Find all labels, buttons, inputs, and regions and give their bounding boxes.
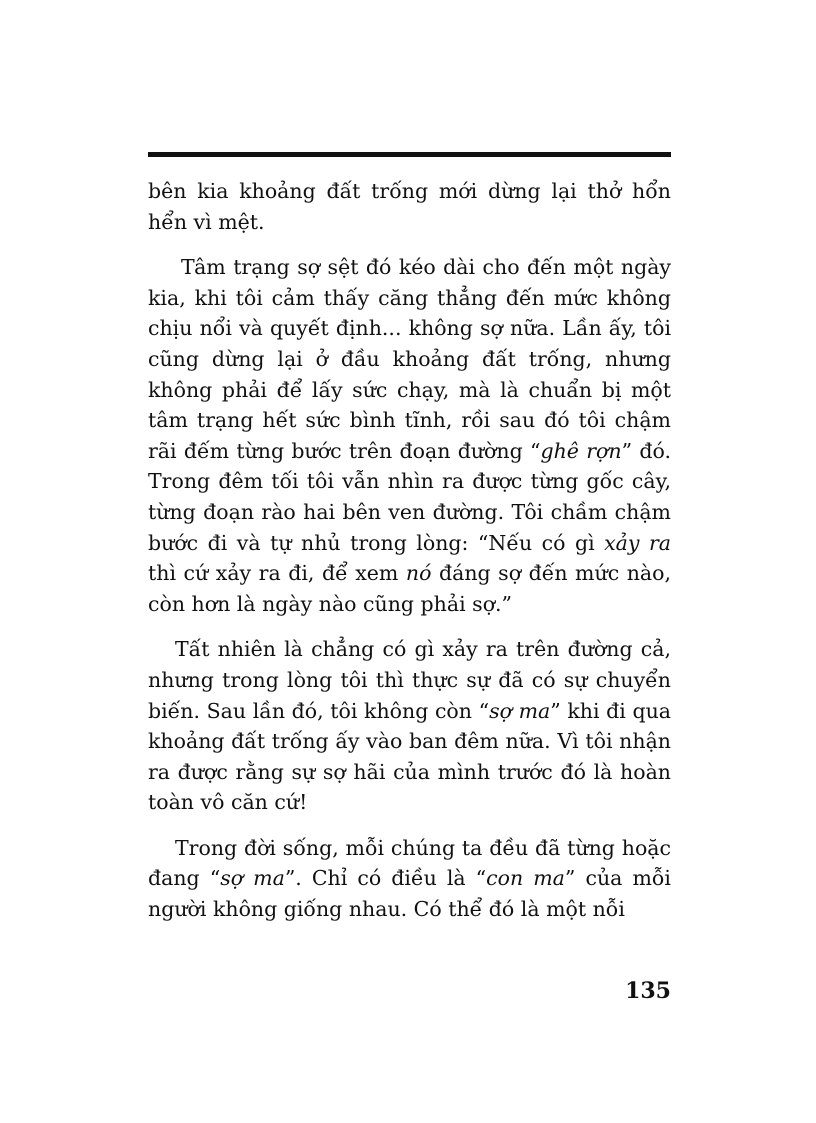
text-segment: Tất nhiên là chẳng có gì xảy ra trên đường cả, nhưng trong lòng tôi thì thực sự đã có sự chuyển biến. Sau lần đó, tôi không còn “ <box>148 637 671 723</box>
text-segment: Trong đời sống, mỗi chúng ta đều đã từng hoặc đang “ <box>148 835 671 891</box>
italic-phrase: sợ ma <box>220 866 285 891</box>
italic-phrase: con ma <box>486 866 565 891</box>
text-segment: ” khi đi qua khoảng đất trống ấy vào ban đêm nữa. Vì tôi nhận ra được rằng sự sợ hãi của mình trước đó là hoàn toàn vô căn cứ! <box>148 698 671 815</box>
text-segment: Tâm trạng sợ sệt đó kéo dài cho đến một ngày kia, khi tôi cảm thấy căng thẳng đến mức không chịu nổi và quyết định... không sợ nữa. Lần ấy, tôi cũng dừng lại ở đầu khoảng đất trống, nhưng không phải để lấy sức chạy, mà là chuẩn bị một tâm trạng hết sức bình tĩnh, rồi sau đó tôi chậm rãi đếm từng bước trên đoạn đường “ <box>148 255 671 463</box>
paragraph-1 <box>148 176 671 237</box>
text-segment: bên kia khoảng đất trống mới dừng lại thở hổn hển vì mệt. <box>148 179 671 234</box>
italic-phrase: ghê rợn <box>540 438 622 463</box>
text-segment: ” đó. Trong đêm tối tôi vẫn nhìn ra được từng gốc cây, từng đoạn rào hai bên ven đường. Tôi chầm chậm bước đi và tự nhủ trong lòng: “Nếu có gì <box>148 438 671 555</box>
text-segment: ”. Chỉ có điều là “ <box>284 866 487 891</box>
italic-phrase: sợ ma <box>489 698 551 723</box>
text-segment: đáng sợ đến mức nào, còn hơn là ngày nào cũng phải sợ.” <box>148 561 671 616</box>
header-rule <box>148 152 671 157</box>
paragraph-2 <box>148 252 671 619</box>
text-segment: ” của mỗi người không giống nhau. Có thể đó là một nỗi <box>148 866 671 922</box>
text-segment: thì cứ xảy ra đi, để xem <box>148 561 406 586</box>
italic-phrase: xảy ra <box>604 530 671 555</box>
paragraph-4 <box>148 833 671 925</box>
page-number: 135 <box>625 978 671 1004</box>
body-text <box>148 176 671 940</box>
paragraph-3 <box>148 634 671 818</box>
italic-phrase: nó <box>405 561 432 586</box>
